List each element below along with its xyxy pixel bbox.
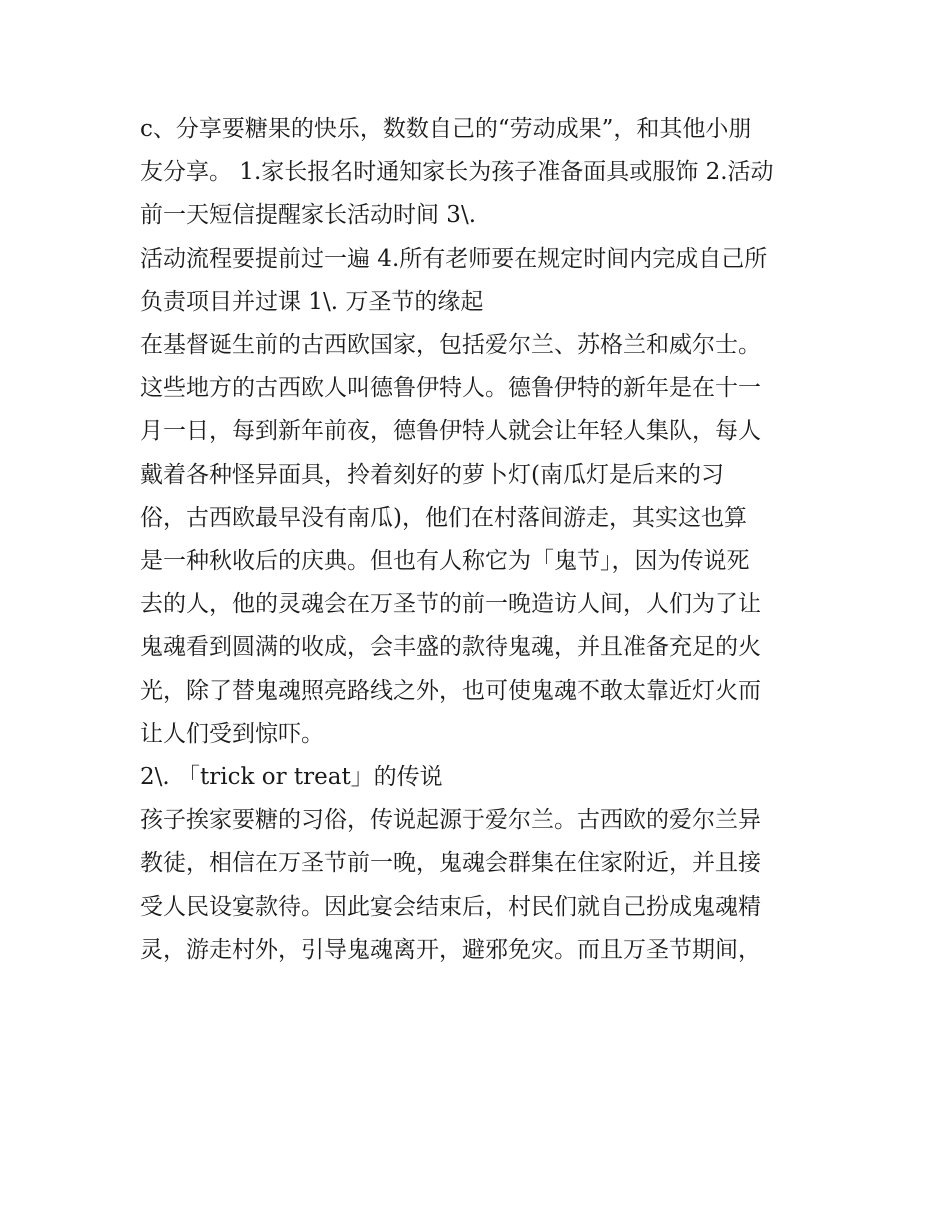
paragraph-trick-or-treat-legend: 孩子挨家要糖的习俗，传说起源于爱尔兰。古西欧的爱尔兰异 教徒，相信在万圣节前一晚，鬼魂会群集在住家附近，并且接 受人民设宴款待。因此宴会结束后，村民们就自己扮成鬼魂精 灵，游走村外，引导鬼魂离开，避邪免灾。而且万圣节期间， (140, 807, 761, 963)
section-heading-trick-or-treat: 2\. 「trick or treat」的传说 (140, 764, 443, 791)
paragraph-activity-notes: c、分享要糖果的快乐，数数自己的“劳动成果”，和其他小朋 友分享。 1.家长报名时通知家长为孩子准备面具或服饰 2.活动 前一天短信提醒家长活动时间 3\. (140, 116, 774, 229)
paragraph-teacher-tasks: 活动流程要提前过一遍 4.所有老师要在规定时间内完成自己所 负责项目并过课 1\. 万圣节的缘起 (140, 245, 768, 315)
paragraph-halloween-origin: 在基督诞生前的古西欧国家，包括爱尔兰、苏格兰和威尔士。 这些地方的古西欧人叫德鲁伊特人。德鲁伊特的新年是在十一 月一日，每到新年前夜，德鲁伊特人就会让年轻人集队，每人 戴着各种怪异面具，拎着刻好的萝卜灯(南瓜灯是后来的习 俗，古西欧最早没有南瓜)，他们在村落间游走，其实这也算 是一种秋收后的庆典。但也有人称它为「鬼节」，因为传说死 去的人，他的灵魂会在万圣节的前一晚造访人间，人们为了让 鬼魂看到圆满的收成，会丰盛的款待鬼魂，并且准备充足的火 光，除了替鬼魂照亮路线之外，也可使鬼魂不敢太靠近灯火而 让人们受到惊吓。 (140, 332, 761, 747)
document-body (140, 108, 830, 972)
